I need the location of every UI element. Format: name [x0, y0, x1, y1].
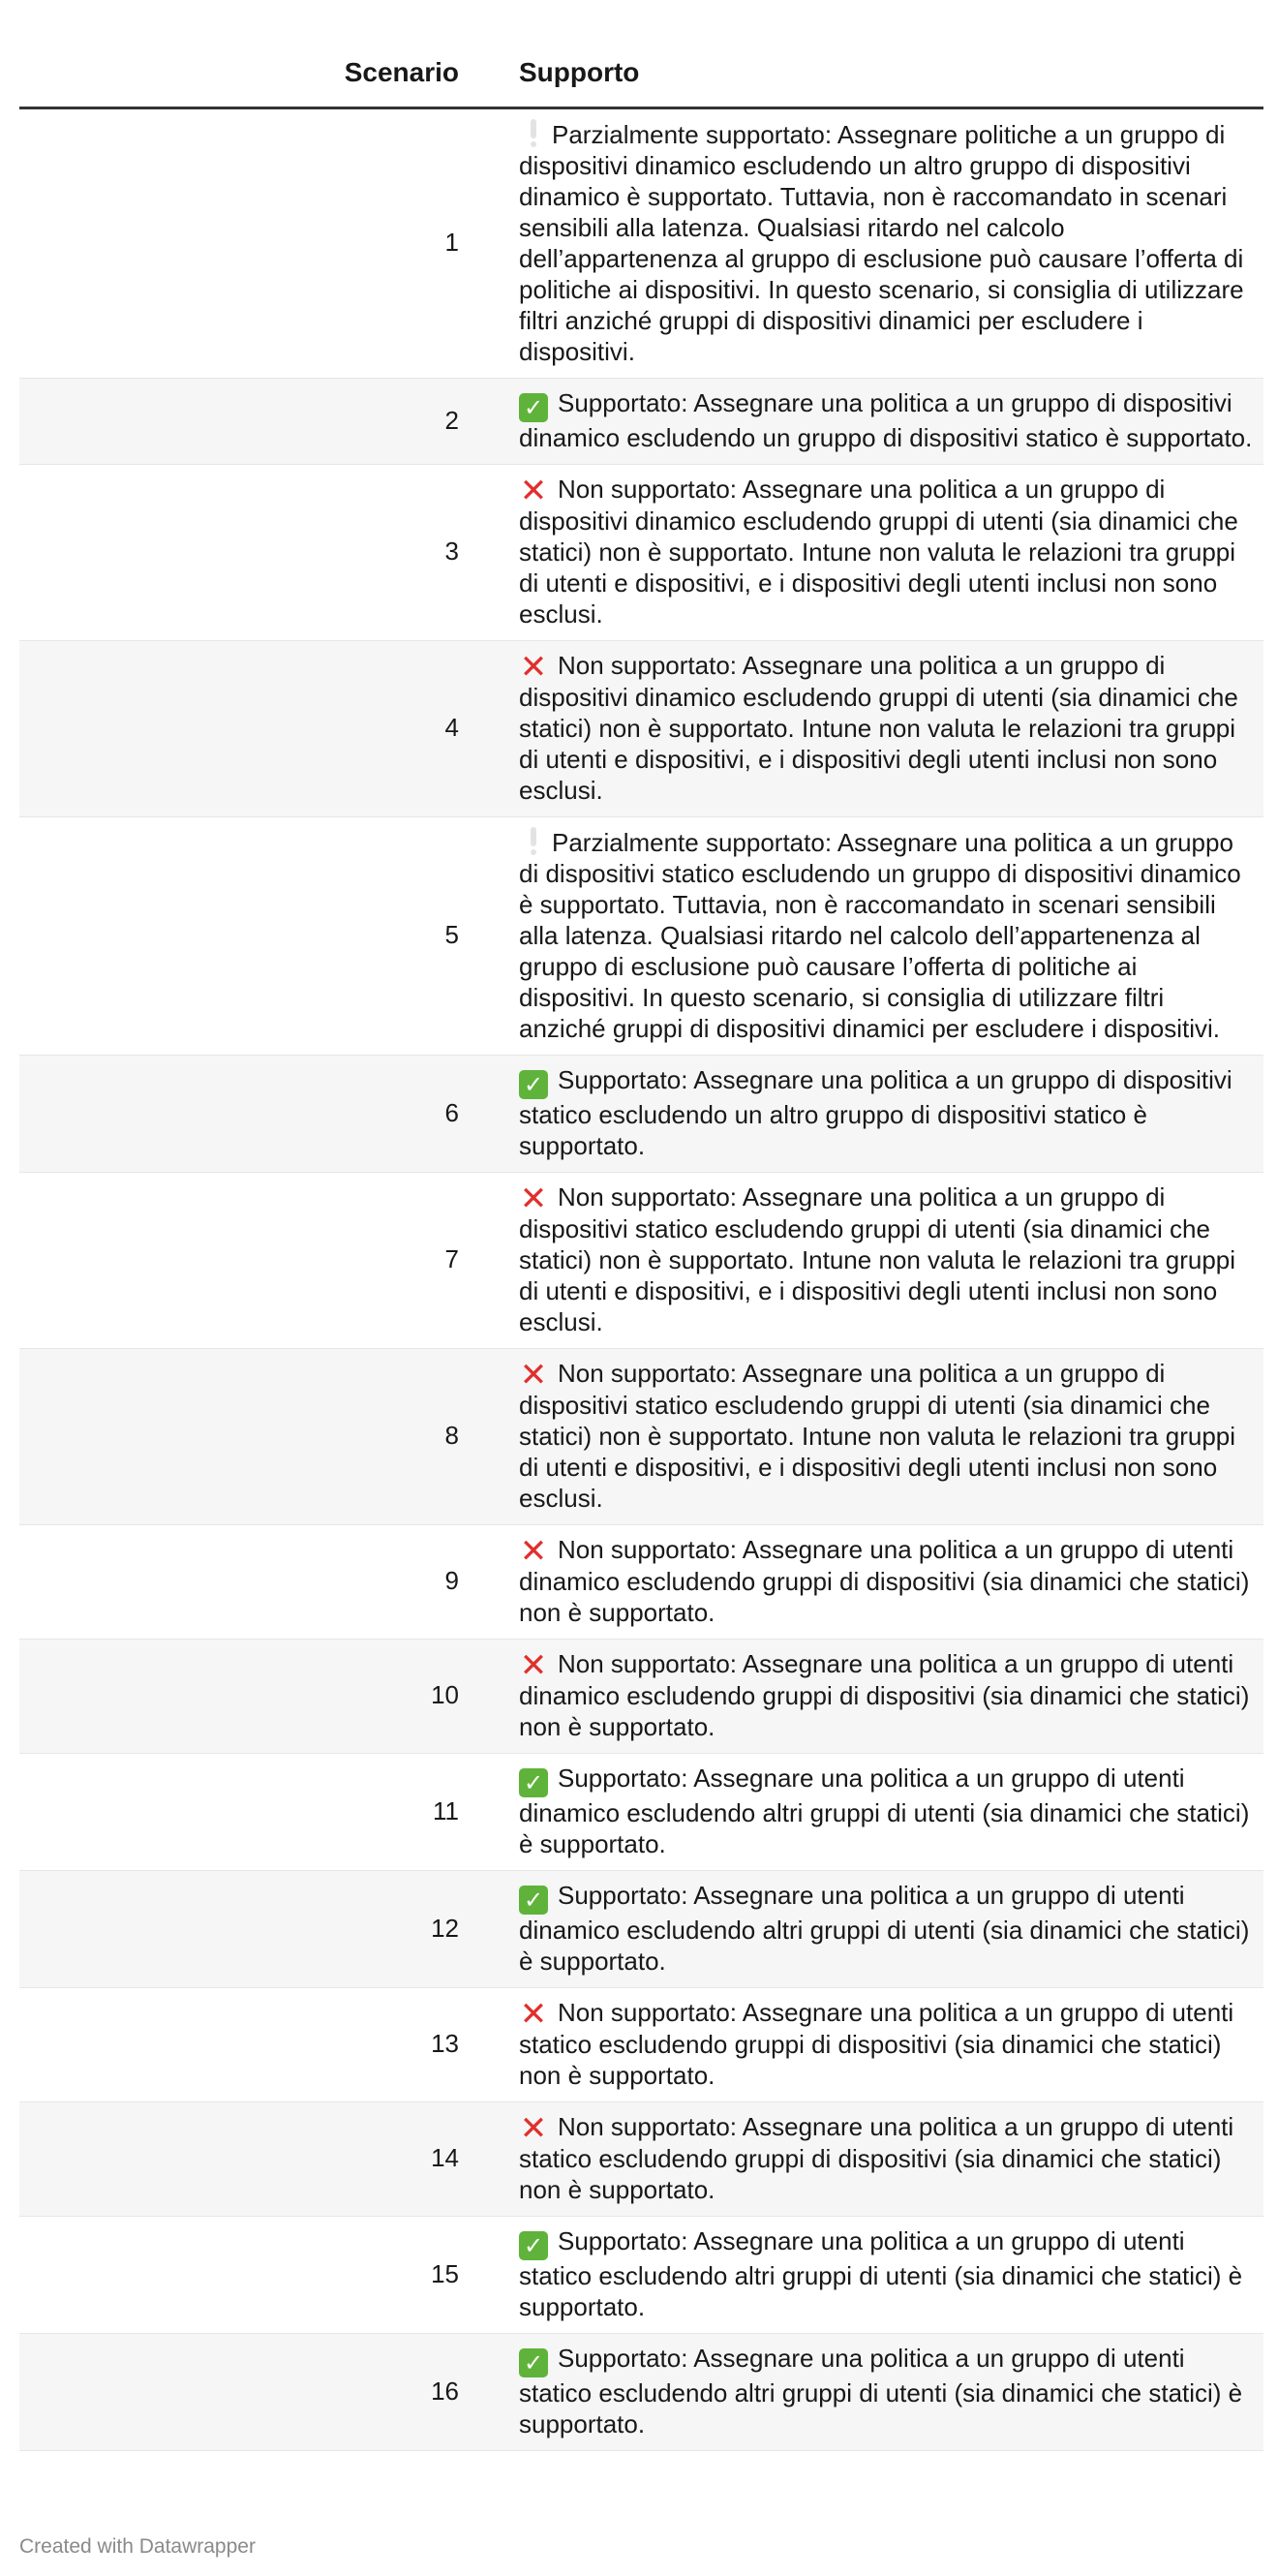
support-cell — [489, 1172, 1263, 1348]
table-row — [19, 816, 1263, 1055]
support-cell — [489, 1348, 1263, 1524]
table-row — [19, 2101, 1263, 2216]
table-row — [19, 378, 1263, 464]
support-table — [19, 39, 1263, 2451]
support-text: Non supportato: Assegnare una politica a un gruppo di dispositivi statico escludendo gruppi di utenti (sia dinamici che statici) non è supportato. Intune non valuta le relazioni tra gruppi di utenti e dispositivi, e i dispositivi degli utenti inclusi non sono esclusi. — [519, 1181, 1236, 1336]
support-cell — [489, 378, 1263, 464]
table-row — [19, 464, 1263, 640]
table-body — [19, 107, 1263, 2450]
exclamation-icon — [525, 118, 542, 147]
table-row — [19, 1055, 1263, 1172]
scenario-number: 14 — [19, 2101, 489, 2216]
exclamation-icon — [525, 826, 542, 855]
scenario-number: 10 — [19, 1639, 489, 1753]
header-scenario[interactable]: Scenario — [19, 39, 489, 107]
check-icon: ✓ — [519, 393, 548, 422]
cross-icon: ✕ — [519, 471, 548, 510]
support-text: Non supportato: Assegnare una politica a un gruppo di utenti dinamico escludendo gruppi di dispositivi (sia dinamici che statici) non è supportato. — [519, 1648, 1250, 1741]
support-cell — [489, 1987, 1263, 2101]
support-cell — [489, 2333, 1263, 2450]
support-text: Non supportato: Assegnare una politica a un gruppo di dispositivi statico escludendo gruppi di utenti (sia dinamici che statici) non è supportato. Intune non valuta le relazioni tra gruppi di utenti e dispositivi, e i dispositivi degli utenti inclusi non sono esclusi. — [519, 1358, 1236, 1513]
table-row — [19, 1348, 1263, 1524]
table-row — [19, 1870, 1263, 1987]
support-text: Non supportato: Assegnare una politica a un gruppo di utenti statico escludendo gruppi di dispositivi (sia dinamici che statici) non è supportato. — [519, 2111, 1234, 2204]
support-cell — [489, 1639, 1263, 1753]
support-text: Supportato: Assegnare una politica a un gruppo di utenti statico escludendo altri gruppi di utenti (sia dinamici che statici) è supportato. — [519, 2225, 1243, 2321]
table-row — [19, 1987, 1263, 2101]
scenario-number: 1 — [19, 107, 489, 378]
support-cell — [489, 107, 1263, 378]
support-text: Supportato: Assegnare una politica a un gruppo di utenti statico escludendo altri gruppi di utenti (sia dinamici che statici) è supportato. — [519, 2343, 1243, 2438]
support-cell — [489, 2101, 1263, 2216]
support-cell — [489, 1055, 1263, 1172]
support-cell — [489, 464, 1263, 640]
support-text: Parzialmente supportato: Assegnare una politica a un gruppo di dispositivi statico escludendo un gruppo di dispositivi dinamico è supportato. Tuttavia, non è raccomandato in scenari sensibili alla latenza. Qualsiasi ritardo nel calcolo dell’appartenenza al gruppo di esclusione può causare l’offerta di politiche ai dispositivi. In questo scenario, si consiglia di utilizzare filtri anziché gruppi di dispositivi dinamici per escludere i dispositivi. — [519, 827, 1241, 1043]
scenario-number: 4 — [19, 640, 489, 816]
table-header-row — [19, 39, 1263, 107]
support-text: Supportato: Assegnare una politica a un gruppo di utenti dinamico escludendo altri gruppi di utenti (sia dinamici che statici) è supportato. — [519, 1763, 1250, 1858]
scenario-number: 6 — [19, 1055, 489, 1172]
check-icon: ✓ — [519, 2231, 548, 2260]
check-icon: ✓ — [519, 2348, 548, 2377]
support-cell — [489, 816, 1263, 1055]
support-cell — [489, 640, 1263, 816]
table-row — [19, 1172, 1263, 1348]
header-support[interactable]: Supporto — [489, 39, 1263, 107]
cross-icon: ✕ — [519, 647, 548, 687]
scenario-number: 13 — [19, 1987, 489, 2101]
table-row — [19, 1524, 1263, 1639]
support-cell — [489, 1870, 1263, 1987]
table-row — [19, 640, 1263, 816]
cross-icon: ✕ — [519, 1645, 548, 1685]
table-row — [19, 1639, 1263, 1753]
table-row — [19, 107, 1263, 378]
table-row — [19, 2216, 1263, 2333]
support-text: Supportato: Assegnare una politica a un gruppo di utenti dinamico escludendo altri gruppi di utenti (sia dinamici che statici) è supportato. — [519, 1880, 1250, 1976]
cross-icon: ✕ — [519, 1355, 548, 1395]
support-cell — [489, 1524, 1263, 1639]
support-text: Non supportato: Assegnare una politica a un gruppo di dispositivi dinamico escludendo gruppi di utenti (sia dinamici che statici) non è supportato. Intune non valuta le relazioni tra gruppi di utenti e dispositivi, e i dispositivi degli utenti inclusi non sono esclusi. — [519, 474, 1238, 629]
support-text: Non supportato: Assegnare una politica a un gruppo di utenti dinamico escludendo gruppi di dispositivi (sia dinamici che statici) non è supportato. — [519, 1534, 1250, 1627]
cross-icon: ✕ — [519, 1994, 548, 2034]
scenario-number: 8 — [19, 1348, 489, 1524]
support-text: Non supportato: Assegnare una politica a un gruppo di utenti statico escludendo gruppi di dispositivi (sia dinamici che statici) non è supportato. — [519, 1997, 1234, 2090]
cross-icon: ✕ — [519, 2108, 548, 2148]
scenario-number: 15 — [19, 2216, 489, 2333]
check-icon: ✓ — [519, 1886, 548, 1915]
scenario-number: 7 — [19, 1172, 489, 1348]
datawrapper-credit[interactable]: Created with Datawrapper — [19, 2535, 256, 2558]
check-icon: ✓ — [519, 1070, 548, 1099]
scenario-number: 16 — [19, 2333, 489, 2450]
scenario-number: 3 — [19, 464, 489, 640]
cross-icon: ✕ — [519, 1179, 548, 1218]
support-text: Parzialmente supportato: Assegnare politiche a un gruppo di dispositivi dinamico escludendo un altro gruppo di dispositivi dinamico è supportato. Tuttavia, non è raccomandato in scenari sensibili alla latenza. Qualsiasi ritardo nel calcolo dell’appartenenza al gruppo di esclusione può causare l’offerta di politiche ai dispositivi. In questo scenario, si consiglia di utilizzare filtri anziché gruppi di dispositivi dinamici per escludere i dispositivi. — [519, 119, 1244, 366]
support-text: Non supportato: Assegnare una politica a un gruppo di dispositivi dinamico escludendo gruppi di utenti (sia dinamici che statici) non è supportato. Intune non valuta le relazioni tra gruppi di utenti e dispositivi, e i dispositivi degli utenti inclusi non sono esclusi. — [519, 650, 1238, 805]
table-row — [19, 2333, 1263, 2450]
support-cell — [489, 2216, 1263, 2333]
table-row — [19, 1753, 1263, 1870]
scenario-number: 11 — [19, 1753, 489, 1870]
support-cell — [489, 1753, 1263, 1870]
scenario-number: 9 — [19, 1524, 489, 1639]
scenario-number: 12 — [19, 1870, 489, 1987]
cross-icon: ✕ — [519, 1531, 548, 1571]
check-icon: ✓ — [519, 1768, 548, 1797]
support-table-container — [19, 39, 1263, 2451]
scenario-number: 2 — [19, 378, 489, 464]
support-text: Supportato: Assegnare una politica a un gruppo di dispositivi dinamico escludendo un gruppo di dispositivi statico è supportato. — [519, 387, 1253, 452]
support-text: Supportato: Assegnare una politica a un gruppo di dispositivi statico escludendo un altro gruppo di dispositivi statico è supportato. — [519, 1064, 1232, 1160]
scenario-number: 5 — [19, 816, 489, 1055]
